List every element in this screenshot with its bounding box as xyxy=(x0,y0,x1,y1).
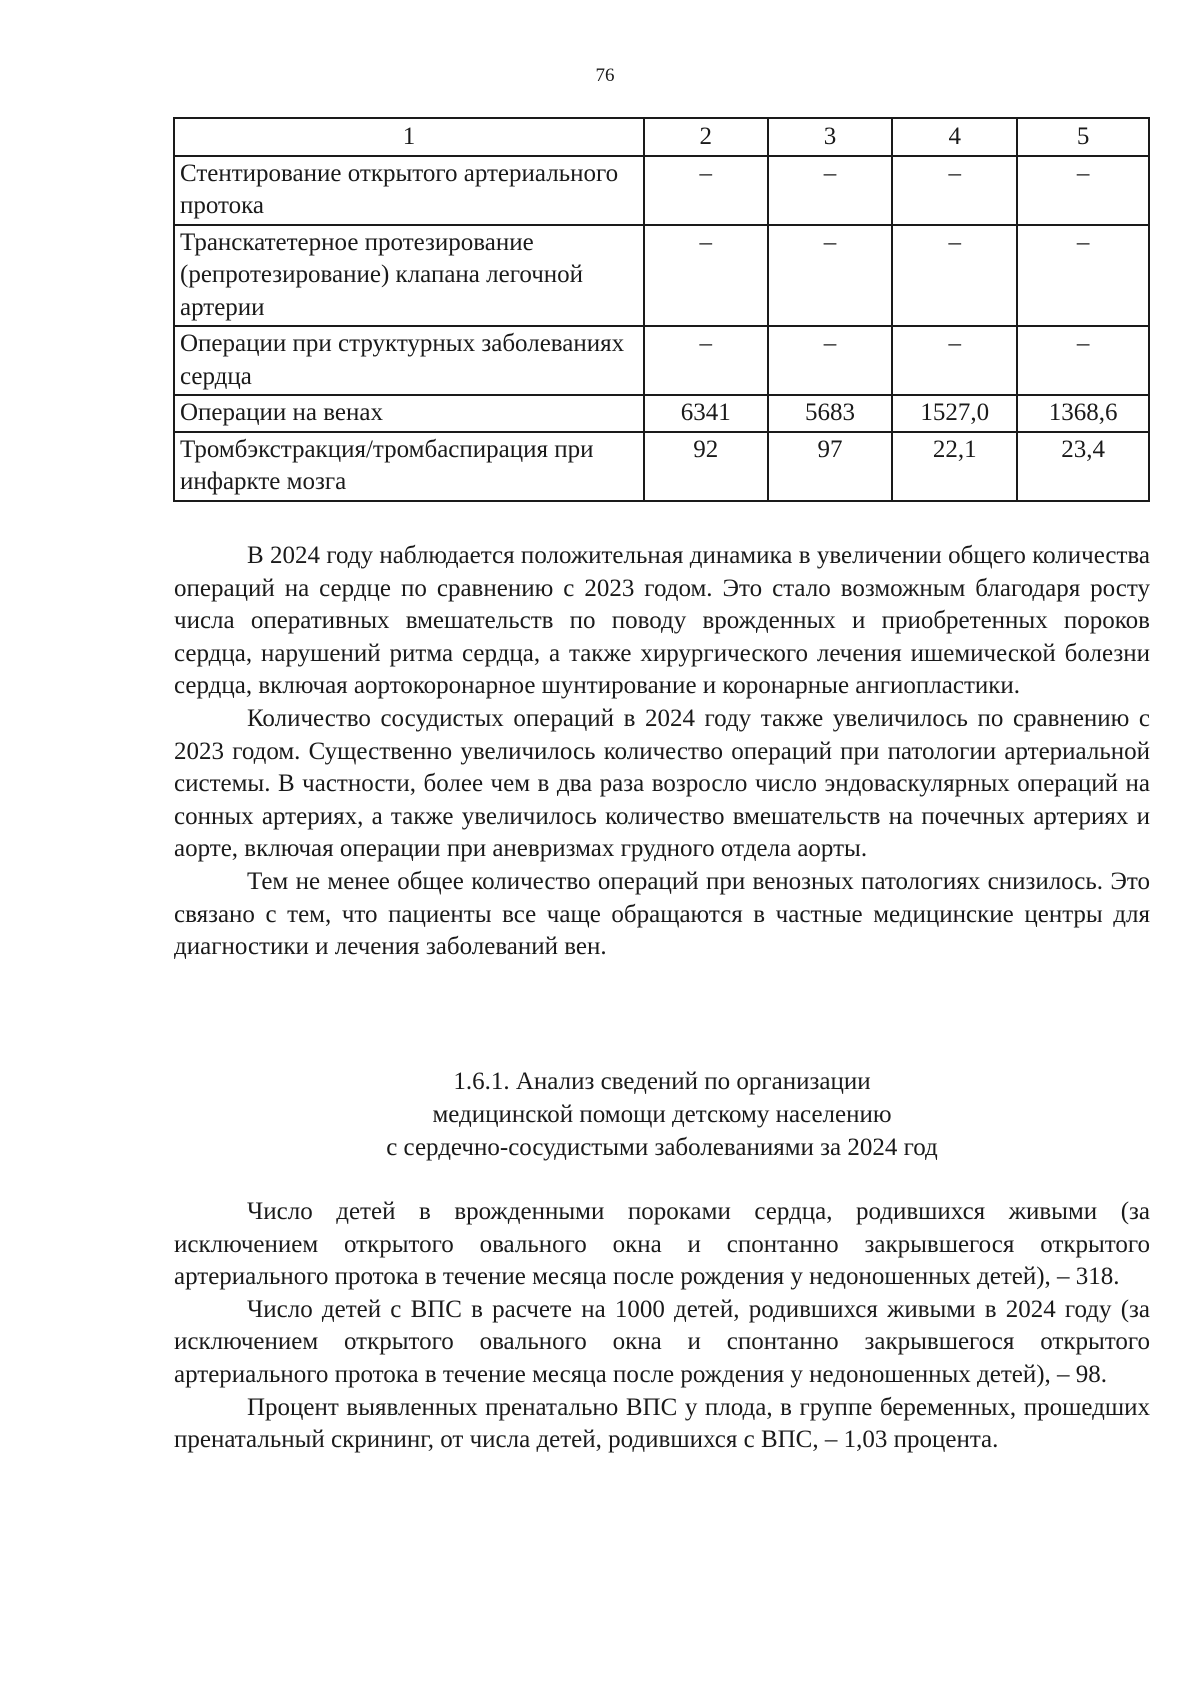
table-cell: 5683 xyxy=(768,395,893,432)
column-header: 1 xyxy=(174,118,644,156)
table-header-row xyxy=(174,118,1149,156)
table-cell: – xyxy=(1017,156,1149,225)
paragraph: Количество сосудистых операций в 2024 году также увеличилось по сравнению с 2023 годом. Существенно увеличилось количество операций при патологии артериальной системы. В частности, более чем в два раза возросло число эндоваскулярных операций на сонных артериях, а также увеличилось количество вмешательств на почечных артериях и аорте, включая операции при аневризмах грудного отдела аорты. xyxy=(174,704,1150,863)
table-cell: 1368,6 xyxy=(1017,395,1149,432)
column-header: 3 xyxy=(768,118,893,156)
section-heading xyxy=(174,1065,1150,1164)
body-text-surgery xyxy=(174,540,1150,964)
table-cell: – xyxy=(768,225,893,327)
table-cell: – xyxy=(892,156,1017,225)
section-heading-line: медицинской помощи детскому населению xyxy=(432,1101,892,1128)
paragraph: Тем не менее общее количество операций при венозных патологиях снизилось. Это связано с тем, что пациенты все чаще обращаются в частные медицинские центры для диагностики и лечения заболеваний вен. xyxy=(174,867,1150,961)
table-cell: 97 xyxy=(768,432,893,501)
table-cell: – xyxy=(892,326,1017,395)
table-cell: 23,4 xyxy=(1017,432,1149,501)
table-cell: – xyxy=(644,156,768,225)
table-row xyxy=(174,326,1149,395)
table-row xyxy=(174,156,1149,225)
table-cell: – xyxy=(768,326,893,395)
section-heading-line: с сердечно-сосудистыми заболеваниями за 2024 год xyxy=(386,1134,938,1161)
column-header: 2 xyxy=(644,118,768,156)
table-cell: – xyxy=(1017,225,1149,327)
paragraph: Процент выявленных пренатально ВПС у плода, в группе беременных, прошедших пренатальный скрининг, от числа детей, родившихся с ВПС, – 1,03 процента. xyxy=(174,1393,1150,1454)
body-text-children xyxy=(174,1196,1150,1457)
column-header: 5 xyxy=(1017,118,1149,156)
surgery-table xyxy=(173,117,1150,502)
page-number: 76 xyxy=(595,65,615,86)
section-heading-line: 1.6.1. Анализ сведений по организации xyxy=(453,1068,871,1095)
paragraph: В 2024 году наблюдается положительная динамика в увеличении общего количества операций на сердце по сравнению с 2023 годом. Это стало возможным благодаря росту числа оперативных вмешательств по поводу врожденных и приобретенных пороков сердца, нарушений ритма сердца, а также хирургического лечения ишемической болезни сердца, включая аортокоронарное шунтирование и коронарные ангиопластики. xyxy=(174,542,1150,700)
paragraph: Число детей с ВПС в расчете на 1000 детей, родившихся живыми в 2024 году (за исключением открытого овального окна и спонтанно закрывшегося открытого артериального протока в течение месяца после рождения у недоношенных детей), – 98. xyxy=(174,1295,1150,1388)
table-cell: – xyxy=(1017,326,1149,395)
table-cell: 6341 xyxy=(644,395,768,432)
table-cell: – xyxy=(644,326,768,395)
paragraph: Число детей в врожденными пороками сердца, родившихся живыми (за исключением открытого овального окна и спонтанно закрывшегося открытого артериального протока в течение месяца после рождения у недоношенных детей), – 318. xyxy=(174,1198,1150,1291)
table-cell: 92 xyxy=(644,432,768,501)
table-cell: – xyxy=(892,225,1017,327)
table-cell: – xyxy=(644,225,768,327)
row-label: Тромбэкстракция/тромбаспирация при инфаркте мозга xyxy=(174,432,644,501)
row-label: Операции при структурных заболеваниях сердца xyxy=(174,326,644,395)
row-label: Операции на венах xyxy=(174,395,644,432)
table-cell: 22,1 xyxy=(892,432,1017,501)
column-header: 4 xyxy=(892,118,1017,156)
row-label: Транскатетерное протезирование (репротезирование) клапана легочной артерии xyxy=(174,225,644,327)
table-row xyxy=(174,432,1149,501)
row-label: Стентирование открытого артериального протока xyxy=(174,156,644,225)
table-row xyxy=(174,225,1149,327)
table-cell: – xyxy=(768,156,893,225)
table-row xyxy=(174,395,1149,432)
table-cell: 1527,0 xyxy=(892,395,1017,432)
